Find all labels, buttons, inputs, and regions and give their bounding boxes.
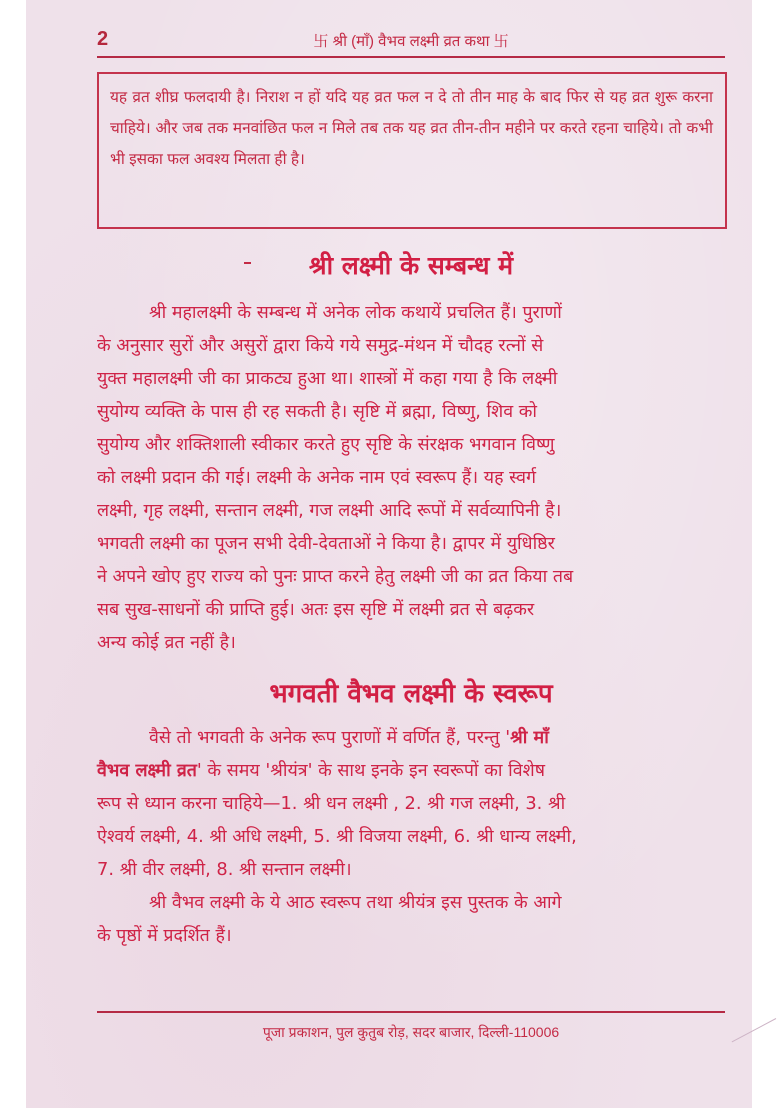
notice-line: के बाद फिर से यह व्रत शुरू करना चाहिये। और जब तक मनवांछित फल न (110, 89, 713, 137)
notice-text (110, 82, 713, 175)
notice-line: मिले तब तक यह व्रत तीन-तीन महीने पर करते रहना चाहिये। तो कभी (332, 120, 713, 137)
publisher-footer: पूजा प्रकाशन, पुल कुतुब रोड़, सदर बाजार, दिल्ली-110006 (262, 1024, 560, 1040)
running-title: 卐 श्री (माँ) वैभव लक्ष्मी व्रत कथा 卐 (313, 33, 509, 50)
body-line: अन्य कोई व्रत नहीं है। (97, 632, 236, 653)
body-line: युक्त महालक्ष्मी जी का प्राकट्य हुआ था। शास्त्रों में कहा गया है कि लक्ष्मी (97, 368, 558, 389)
body-line: को लक्ष्मी प्रदान की गई। लक्ष्मी के अनेक नाम एवं स्वरूप हैं। यह स्वर्ग (97, 467, 536, 488)
section-body-forms (97, 721, 727, 952)
body-text: ' के समय 'श्रीयंत्र' के साथ इनके इन स्वरूपों का विशेष (196, 760, 545, 781)
body-line: भगवती लक्ष्मी का पूजन सभी देवी-देवताओं ने किया है। द्वापर में युधिष्ठिर (97, 533, 555, 554)
notice-line: भी इसका फल अवश्य मिलता ही है। (110, 151, 305, 168)
body-line (97, 754, 727, 787)
header-rule (97, 56, 725, 58)
body-line: के अनुसार सुरों और असुरों द्वारा किये गये समुद्र-मंथन में चौदह रत्नों से (97, 335, 544, 356)
page-number: 2 (97, 28, 109, 50)
body-line: के पृष्ठों में प्रदर्शित हैं। (97, 925, 232, 946)
bold-vrat-title: वैभव लक्ष्मी व्रत (97, 760, 197, 781)
body-line: ने अपने खोए हुए राज्य को पुनः प्राप्त करने हेतु लक्ष्मी जी का व्रत किया तब (97, 566, 574, 587)
body-line: 7. श्री वीर लक्ष्मी, 8. श्री सन्तान लक्ष्मी। (97, 859, 352, 880)
body-line: सब सुख-साधनों की प्राप्ति हुई। अतः इस सृष्टि में लक्ष्मी व्रत से बढ़कर (97, 599, 535, 620)
body-line: श्री वैभव लक्ष्मी के ये आठ स्वरूप तथा श्रीयंत्र इस पुस्तक के आगे (149, 892, 562, 913)
body-line: लक्ष्मी, गृह लक्ष्मी, सन्तान लक्ष्मी, गज लक्ष्मी आदि रूपों में सर्वव्यापिनी है। (97, 500, 562, 521)
body-line: श्री महालक्ष्मी के सम्बन्ध में अनेक लोक कथायें प्रचलित हैं। पुराणों (149, 302, 562, 323)
body-line (97, 721, 727, 754)
page-header (97, 22, 725, 58)
section-heading-lakshmi: श्री लक्ष्मी के सम्बन्ध में (308, 251, 514, 280)
notice-line: यह व्रत शीघ्र फलदायी है। निराश न हों यदि यह व्रत फल न दे तो तीन माह (110, 89, 518, 106)
body-text: वैसे तो भगवती के अनेक रूप पुराणों में वर्णित हैं, परन्तु ' (149, 727, 511, 748)
section-heading-forms: भगवती वैभव लक्ष्मी के स्वरूप (269, 679, 553, 709)
footer-rule (97, 1011, 725, 1013)
body-line: ऐश्वर्य लक्ष्मी, 4. श्री अधि लक्ष्मी, 5. श्री विजया लक्ष्मी, 6. श्री धान्य लक्ष्मी, (97, 826, 577, 847)
bold-vrat-title: श्री माँ (510, 727, 549, 748)
body-line: रूप से ध्यान करना चाहिये—1. श्री धन लक्ष्मी , 2. श्री गज लक्ष्मी, 3. श्री (97, 793, 566, 814)
body-line: सुयोग्य और शक्तिशाली स्वीकार करते हुए सृष्टि के संरक्षक भगवान विष्णु (97, 434, 555, 455)
section-body-lakshmi (97, 296, 727, 659)
notice-box (97, 72, 727, 229)
body-line: सुयोग्य व्यक्ति के पास ही रह सकती है। सृष्टि में ब्रह्मा, विष्णु, शिव को (97, 401, 537, 422)
paper-crease (732, 1018, 777, 1042)
